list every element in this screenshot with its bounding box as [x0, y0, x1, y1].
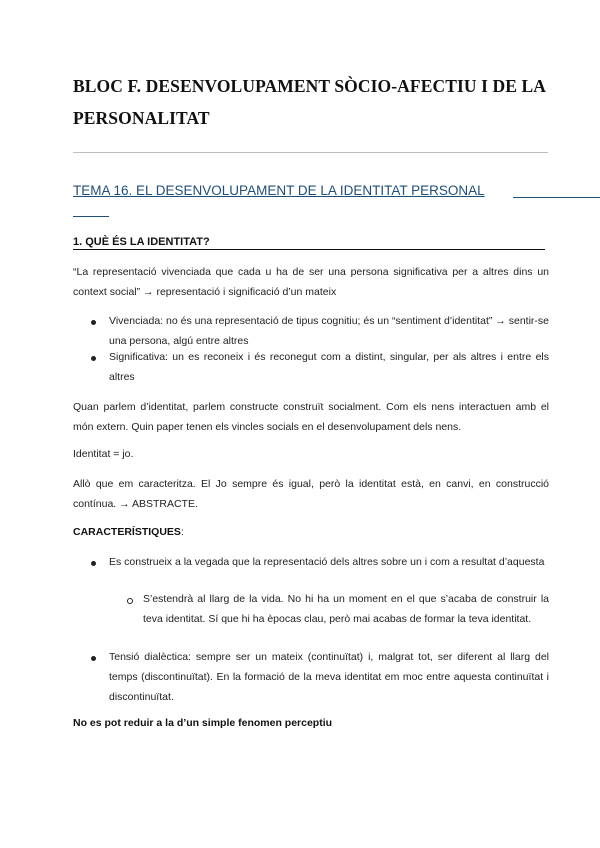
bullet-vivenciada: Vivenciada: no és una representació de tipus cognitiu; és un “sentiment d’identitat” → sentir-se una persona, algú entre altres	[109, 315, 549, 347]
characteristics-heading	[73, 522, 549, 542]
tema-underline-extension	[513, 197, 600, 198]
section-heading-text: 1. QUÈ ÉS LA IDENTITAT?	[73, 236, 210, 248]
bullet-dot	[91, 320, 96, 325]
characteristics-heading-text: CARACTERÍSTIQUES	[73, 526, 181, 538]
sub-bullet-circle	[127, 598, 133, 604]
tema-title: TEMA 16. EL DESENVOLUPAMENT DE LA IDENTITAT PERSONAL	[73, 183, 485, 198]
bullet-dot	[91, 561, 96, 566]
characteristics-heading-colon: :	[180, 526, 184, 538]
bullet-es-construeix: Es construeix a la vegada que la representació dels altres sobre un i com a resultat d’aquesta	[109, 556, 545, 568]
sub-bullet-llarg-vida: S’estendrà al llarg de la vida. No hi ha un moment en el que s’acaba de construir la teva identitat. Sí que hi ha èpocas clau, però mai acabas de formar la teva identitat.	[143, 593, 549, 625]
paragraph-identitat-social: Quan parlem d’identitat, parlem constructe construït socialment. Com els nens interactuen amb el món extern. Quin paper tenen els vincles socials en el desenvolupament dels nens.	[73, 401, 549, 433]
section-heading-underline	[73, 249, 545, 250]
section-heading	[73, 236, 210, 248]
horizontal-divider	[73, 152, 548, 153]
bullet-dot	[91, 356, 96, 361]
bullet-significativa: Significativa: un es reconeix i és reconegut com a distint, singular, per als altres i entre els altres	[109, 351, 549, 383]
paragraph-identitat-jo: Identitat = jo.	[73, 448, 134, 460]
bloc-title: BLOC F. DESENVOLUPAMENT SÒCIO-AFECTIU I DE LA PERSONALITAT	[73, 76, 546, 128]
tema-underline-second-line	[73, 216, 109, 217]
paragraph-abstracte: Allò que em caracteritza. El Jo sempre és igual, però la identitat està, en canvi, en construcció contínua. → ABSTRACTE.	[73, 478, 549, 510]
bullet-dot	[91, 656, 96, 661]
definition-quote: “La representació vivenciada que cada u ha de ser una persona significativa per a altres dins un context social” → representació i significació d’un mateix	[73, 266, 549, 298]
bullet-tensio-dialectica: Tensió dialèctica: sempre ser un mateix (continuïtat) i, malgrat tot, ser diferent al llarg del temps (discontinuïtat). En la formació de la meva identitat em moc entre aquesta continuïtat i discontinuïtat.	[109, 651, 549, 703]
final-bold-statement: No es pot reduir a la d’un simple fenomen perceptiu	[73, 717, 333, 729]
tema-heading	[73, 178, 548, 204]
